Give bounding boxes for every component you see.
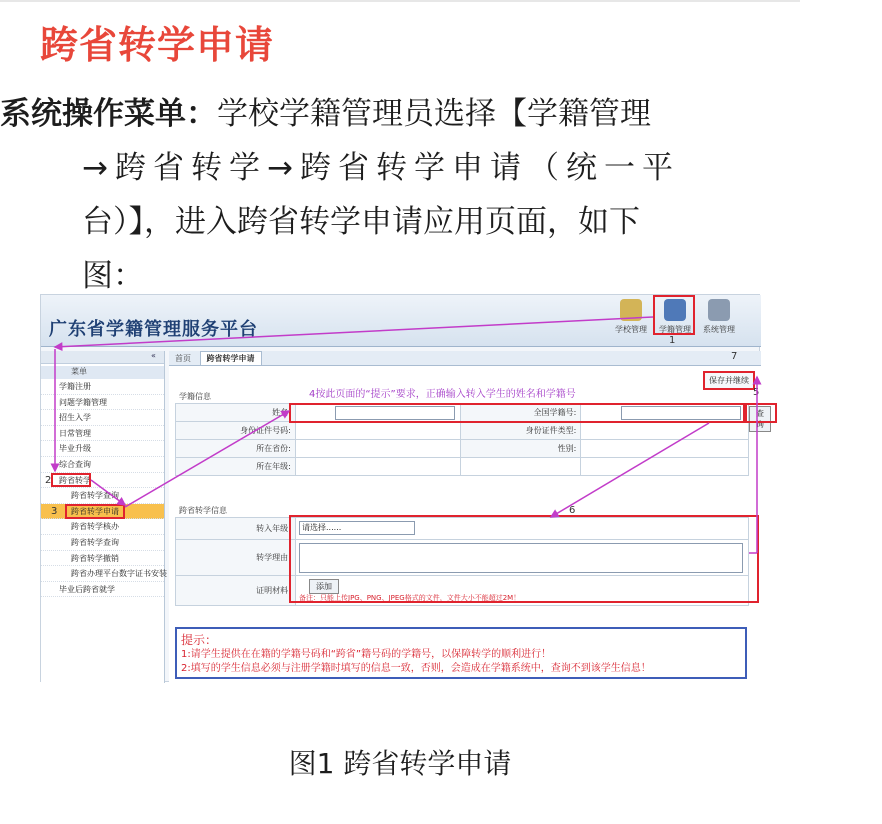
grade-select-label: 转入年级: bbox=[176, 518, 296, 540]
reason-label: 转学理由: bbox=[176, 540, 296, 576]
sidebar-subitem[interactable]: 跨省办理平台数字证书安装 bbox=[41, 566, 164, 582]
tips-title: 提示： bbox=[181, 633, 218, 647]
nav-school-management[interactable]: 学校管理 bbox=[607, 299, 655, 335]
intro-line-2: →跨省转学→跨省转学申请（统一平 bbox=[82, 150, 680, 186]
marker-3: 3 bbox=[51, 506, 58, 517]
school-icon bbox=[620, 299, 642, 321]
sidebar-subitem[interactable]: 跨省转学核办 bbox=[41, 519, 164, 535]
intro-line-3: 台）】，进入跨省转学申请应用页面，如下 bbox=[82, 204, 640, 240]
grade-value bbox=[295, 458, 461, 476]
province-label: 所在省份: bbox=[176, 440, 296, 458]
id-number-label: 身份证件号码: bbox=[176, 422, 296, 440]
marker-4: 4按此页面的“提示”要求，正确输入转入学生的姓名和学籍号 bbox=[309, 389, 576, 400]
platform-title: 广东省学籍管理服务平台 bbox=[49, 319, 258, 340]
tab-home[interactable]: 首页 bbox=[175, 354, 191, 363]
intro-line-1 bbox=[0, 88, 800, 133]
marker-6: 6 bbox=[569, 505, 576, 516]
marker-5: 5 bbox=[753, 387, 760, 398]
marker-1: 1 bbox=[669, 335, 676, 346]
annotation-box-transfer bbox=[289, 515, 759, 603]
sidebar-subitem[interactable]: 跨省转学撤销 bbox=[41, 551, 164, 567]
material-label: 证明材料: bbox=[176, 576, 296, 606]
tips-line-1: 1:请学生提供在在籍的学籍号码和“跨省”籍号码的学籍号，以保障转学的顺利进行！ bbox=[181, 649, 552, 660]
marker-7: 7 bbox=[731, 351, 738, 362]
sidebar-subitem-apply[interactable]: 跨省转学申请 bbox=[41, 504, 164, 520]
tips-box bbox=[175, 627, 747, 679]
empty-cell bbox=[581, 458, 749, 476]
upload-note: 备注：只能上传JPG、PNG、JPEG格式的文件，文件大小不能超过2M！ bbox=[299, 594, 521, 602]
sidebar-item[interactable]: 问题学籍管理 bbox=[41, 395, 164, 411]
annotation-box-sidebar-3 bbox=[65, 504, 125, 519]
tab-cross-province-apply[interactable]: 跨省转学申请 bbox=[200, 351, 262, 365]
intro-line-4: 图： bbox=[82, 258, 144, 294]
top-divider bbox=[0, 0, 800, 2]
transfer-section-title: 跨省转学信息 bbox=[179, 506, 227, 515]
province-value bbox=[295, 440, 461, 458]
gear-icon bbox=[708, 299, 730, 321]
tab-bar bbox=[169, 351, 761, 366]
gender-label: 性别: bbox=[461, 440, 581, 458]
sidebar-menu-title: 菜单 bbox=[41, 366, 164, 379]
sidebar-item-cross-province[interactable]: 跨省转学 bbox=[41, 473, 164, 489]
sidebar-item[interactable]: 招生入学 bbox=[41, 410, 164, 426]
add-file-button[interactable]: 添加 bbox=[309, 579, 339, 594]
sidebar-item[interactable]: 综合查询 bbox=[41, 457, 164, 473]
sidebar-item[interactable]: 学籍注册 bbox=[41, 379, 164, 395]
intro-line-1-text: 学校学籍管理员选择【学籍管理 bbox=[217, 96, 651, 132]
sidebar-subitem[interactable]: 跨省转学查询 bbox=[41, 488, 164, 504]
sidebar-item[interactable]: 毕业升级 bbox=[41, 441, 164, 457]
id-type-label: 身份证件类型: bbox=[461, 422, 581, 440]
tips-line-2: 2:填写的学生信息必须与注册学籍时填写的信息一致，否则，会造成在学籍系统中，查询不到该学生信息！ bbox=[181, 663, 651, 674]
grade-select[interactable]: 请选择...... bbox=[299, 521, 415, 535]
figure-caption: 图1 跨省转学申请 bbox=[288, 747, 512, 780]
annotation-box-sidebar-2 bbox=[51, 473, 91, 487]
nav-student-records[interactable]: 学籍管理 bbox=[651, 299, 699, 335]
intro-label: 系统操作菜单： bbox=[0, 96, 217, 132]
embedded-screenshot bbox=[40, 294, 764, 682]
main-panel bbox=[169, 351, 764, 683]
id-number-value bbox=[295, 422, 461, 440]
sidebar bbox=[41, 351, 165, 683]
student-section-title: 学籍信息 bbox=[179, 392, 211, 401]
name-label: 姓名: bbox=[176, 404, 296, 422]
national-id-label: 全国学籍号: bbox=[461, 404, 581, 422]
gender-value bbox=[581, 440, 749, 458]
annotation-box-query bbox=[745, 403, 777, 423]
sidebar-subitem[interactable]: 跨省转学查询 bbox=[41, 535, 164, 551]
annotation-box-name-id bbox=[289, 403, 745, 423]
annotation-box-nav bbox=[653, 295, 695, 335]
empty-cell bbox=[461, 458, 581, 476]
sidebar-item[interactable]: 日常管理 bbox=[41, 426, 164, 442]
marker-2: 2 bbox=[45, 475, 52, 486]
platform-banner bbox=[41, 295, 761, 347]
id-type-value bbox=[581, 422, 749, 440]
query-button[interactable]: 查询 bbox=[749, 406, 771, 432]
nav-system-management[interactable]: 系统管理 bbox=[695, 299, 743, 335]
sidebar-item[interactable]: 毕业后跨省就学 bbox=[41, 582, 164, 598]
grade-label: 所在年级: bbox=[176, 458, 296, 476]
page-heading: 跨省转学申请 bbox=[40, 23, 275, 67]
save-and-continue-button[interactable]: 保存并继续 bbox=[703, 371, 755, 390]
sidebar-collapse-icon[interactable]: « bbox=[41, 351, 164, 364]
